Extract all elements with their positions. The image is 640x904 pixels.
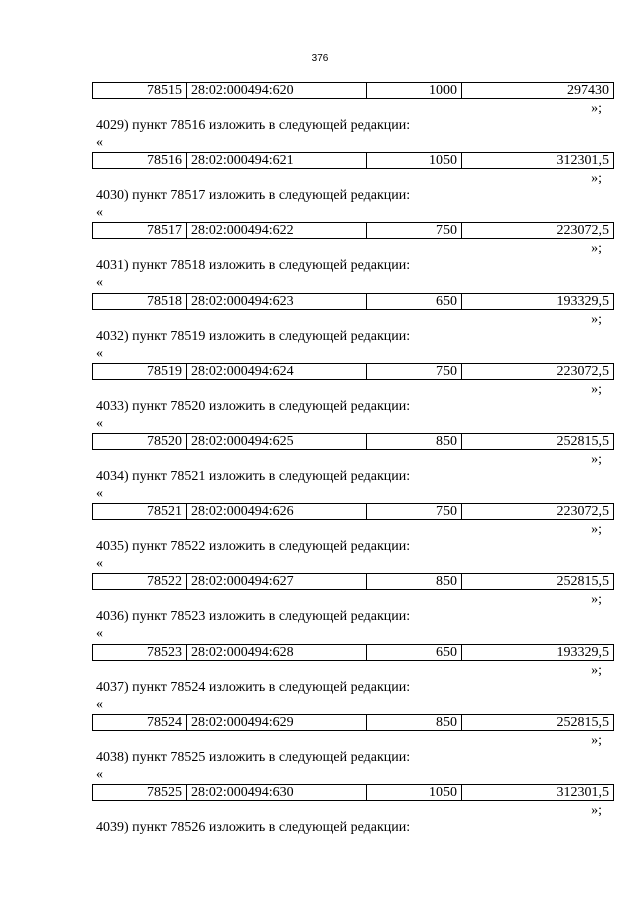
opening-quote: « bbox=[96, 135, 103, 150]
cell-area: 1000 bbox=[367, 83, 462, 99]
cell-number: 78519 bbox=[93, 363, 187, 379]
amendment-instruction: 4037) пункт 78524 изложить в следующей редакции: bbox=[96, 679, 411, 695]
amendment-instruction: 4035) пункт 78522 изложить в следующей редакции: bbox=[96, 539, 411, 555]
closing-quote: »; bbox=[591, 101, 602, 116]
table-row bbox=[92, 293, 614, 310]
closing-quote: »; bbox=[591, 522, 602, 538]
closing-quote: »; bbox=[591, 662, 602, 678]
cell-cadastral-number: 28:02:000494:628 bbox=[187, 644, 367, 660]
cell-area: 850 bbox=[367, 434, 462, 450]
table-row bbox=[92, 82, 614, 99]
cell-cadastral-number: 28:02:000494:624 bbox=[187, 363, 367, 379]
opening-quote: « bbox=[96, 275, 103, 291]
cell-number: 78525 bbox=[93, 785, 187, 801]
table-row bbox=[92, 503, 614, 520]
cell-value: 252815,5 bbox=[462, 714, 614, 730]
amendment-instruction: 4033) пункт 78520 изложить в следующей редакции: bbox=[96, 398, 411, 414]
cell-number: 78518 bbox=[93, 293, 187, 309]
cell-value: 223072,5 bbox=[462, 363, 614, 379]
cell-value: 312301,5 bbox=[462, 153, 614, 169]
amendment-instruction: 4038) пункт 78525 изложить в следующей редакции: bbox=[96, 749, 411, 765]
closing-quote: »; bbox=[591, 732, 602, 748]
page-number: 376 bbox=[311, 53, 329, 64]
cell-area: 650 bbox=[367, 644, 462, 660]
cell-number: 78516 bbox=[93, 153, 187, 169]
amendment-instruction: 4031) пункт 78518 изложить в следующей редакции: bbox=[96, 258, 411, 274]
cell-cadastral-number: 28:02:000494:621 bbox=[187, 153, 367, 169]
closing-quote: »; bbox=[591, 311, 602, 327]
amendment-instruction: 4039) пункт 78526 изложить в следующей редакции: bbox=[96, 820, 411, 835]
cell-area: 650 bbox=[367, 293, 462, 309]
table-row bbox=[92, 573, 614, 590]
cell-cadastral-number: 28:02:000494:627 bbox=[187, 574, 367, 590]
table-row bbox=[92, 363, 614, 380]
cell-value: 312301,5 bbox=[462, 785, 614, 801]
table-row bbox=[92, 433, 614, 450]
amendment-instruction: 4030) пункт 78517 изложить в следующей редакции: bbox=[96, 188, 411, 204]
amendment-instruction: 4029) пункт 78516 изложить в следующей редакции: bbox=[96, 118, 411, 133]
cell-area: 850 bbox=[367, 574, 462, 590]
cell-area: 750 bbox=[367, 223, 462, 239]
cell-area: 1050 bbox=[367, 153, 462, 169]
opening-quote: « bbox=[96, 415, 103, 431]
cell-value: 193329,5 bbox=[462, 293, 614, 309]
table-row bbox=[92, 152, 614, 169]
amendment-instruction: 4036) пункт 78523 изложить в следующей редакции: bbox=[96, 609, 411, 625]
closing-quote: »; bbox=[591, 241, 602, 257]
closing-quote: »; bbox=[591, 171, 602, 187]
closing-quote: »; bbox=[591, 381, 602, 397]
table-row bbox=[92, 644, 614, 661]
amendment-instruction: 4034) пункт 78521 изложить в следующей редакции: bbox=[96, 469, 411, 484]
cell-number: 78520 bbox=[93, 434, 187, 450]
cell-cadastral-number: 28:02:000494:623 bbox=[187, 293, 367, 309]
cell-value: 223072,5 bbox=[462, 504, 614, 520]
cell-number: 78524 bbox=[93, 714, 187, 730]
cell-cadastral-number: 28:02:000494:626 bbox=[187, 504, 367, 520]
cell-cadastral-number: 28:02:000494:625 bbox=[187, 434, 367, 450]
cell-area: 1050 bbox=[367, 785, 462, 801]
table-row bbox=[92, 222, 614, 239]
closing-quote: »; bbox=[591, 592, 602, 608]
opening-quote: « bbox=[96, 766, 103, 782]
cell-cadastral-number: 28:02:000494:620 bbox=[187, 83, 367, 99]
cell-number: 78517 bbox=[93, 223, 187, 239]
cell-value: 252815,5 bbox=[462, 434, 614, 450]
cell-cadastral-number: 28:02:000494:630 bbox=[187, 785, 367, 801]
closing-quote: »; bbox=[591, 803, 602, 818]
cell-cadastral-number: 28:02:000494:629 bbox=[187, 714, 367, 730]
cell-number: 78523 bbox=[93, 644, 187, 660]
cell-area: 850 bbox=[367, 714, 462, 730]
opening-quote: « bbox=[96, 486, 103, 501]
table-row bbox=[92, 784, 614, 801]
cell-value: 252815,5 bbox=[462, 574, 614, 590]
closing-quote: »; bbox=[591, 452, 602, 467]
opening-quote: « bbox=[96, 696, 103, 712]
cell-value: 297430 bbox=[462, 83, 614, 99]
cell-area: 750 bbox=[367, 363, 462, 379]
cell-value: 223072,5 bbox=[462, 223, 614, 239]
cell-value: 193329,5 bbox=[462, 644, 614, 660]
cell-number: 78522 bbox=[93, 574, 187, 590]
opening-quote: « bbox=[96, 556, 103, 572]
table-row bbox=[92, 714, 614, 731]
opening-quote: « bbox=[96, 626, 103, 642]
opening-quote: « bbox=[96, 345, 103, 361]
cell-area: 750 bbox=[367, 504, 462, 520]
amendment-instruction: 4032) пункт 78519 изложить в следующей редакции: bbox=[96, 328, 411, 344]
cell-cadastral-number: 28:02:000494:622 bbox=[187, 223, 367, 239]
cell-number: 78521 bbox=[93, 504, 187, 520]
cell-number: 78515 bbox=[93, 83, 187, 99]
opening-quote: « bbox=[96, 205, 103, 221]
